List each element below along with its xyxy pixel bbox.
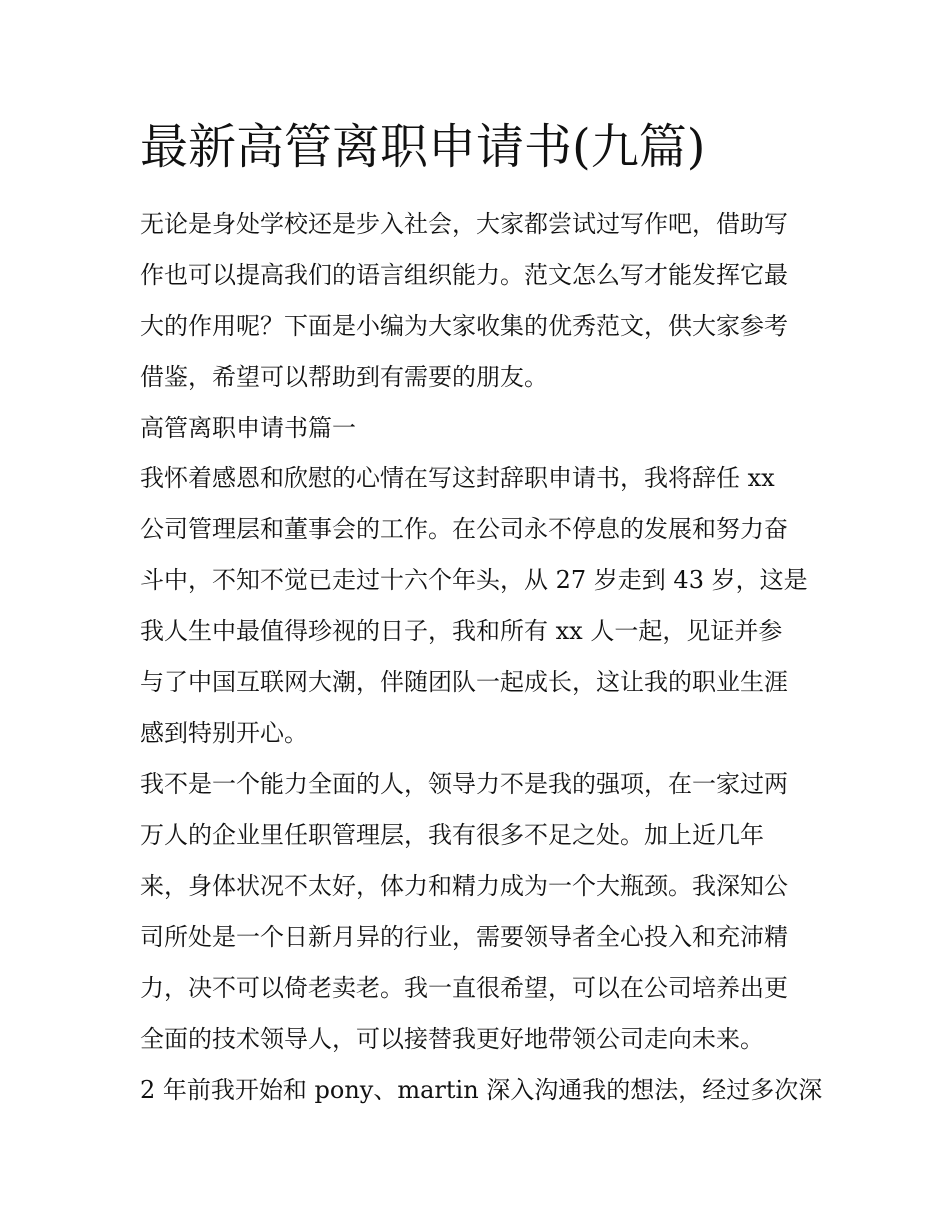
body-paragraph-3 bbox=[140, 1065, 830, 1116]
document-body bbox=[140, 199, 830, 1116]
text-line: 与了中国互联网大潮，伴随团队一起成长，这让我的职业生涯 bbox=[140, 668, 788, 696]
text-line: 作也可以提高我们的语言组织能力。范文怎么写才能发挥它最 bbox=[140, 261, 788, 289]
body-paragraph-2 bbox=[140, 759, 830, 1065]
text-line: 我人生中最值得珍视的日子，我和所有 xx 人一起，见证并参 bbox=[140, 617, 783, 645]
text-line: 全面的技术领导人，可以接替我更好地带领公司走向未来。 bbox=[140, 1025, 764, 1053]
text-line: 力，决不可以倚老卖老。我一直很希望，可以在公司培养出更 bbox=[140, 974, 788, 1002]
text-line: 2 年前我开始和 pony、martin 深入沟通我的想法，经过多次深 bbox=[140, 1076, 823, 1104]
text-line: 我怀着感恩和欣慰的心情在写这封辞职申请书，我将辞任 xx bbox=[140, 464, 775, 492]
text-line: 感到特别开心。 bbox=[140, 719, 308, 747]
text-line: 无论是身处学校还是步入社会，大家都尝试过写作吧，借助写 bbox=[140, 210, 788, 238]
text-line: 万人的企业里任职管理层，我有很多不足之处。加上近几年 bbox=[140, 821, 764, 849]
document-title: 最新高管离职申请书(九篇) bbox=[140, 119, 706, 175]
text-line: 来，身体状况不太好，体力和精力成为一个大瓶颈。我深知公 bbox=[140, 872, 788, 900]
text-line: 大的作用呢？下面是小编为大家收集的优秀范文，供大家参考 bbox=[140, 312, 788, 340]
text-line: 我不是一个能力全面的人，领导力不是我的强项，在一家过两 bbox=[140, 770, 788, 798]
text-line: 斗中，不知不觉已走过十六个年头，从 27 岁走到 43 岁，这是 bbox=[140, 566, 808, 594]
intro-paragraph bbox=[140, 199, 830, 403]
text-line: 司所处是一个日新月异的行业，需要领导者全心投入和充沛精 bbox=[140, 923, 788, 951]
text-line: 公司管理层和董事会的工作。在公司永不停息的发展和努力奋 bbox=[140, 515, 788, 543]
section-heading-text: 高管离职申请书篇一 bbox=[140, 414, 356, 442]
body-paragraph-1 bbox=[140, 453, 830, 759]
text-line: 借鉴，希望可以帮助到有需要的朋友。 bbox=[140, 363, 548, 391]
section-heading bbox=[140, 403, 830, 453]
